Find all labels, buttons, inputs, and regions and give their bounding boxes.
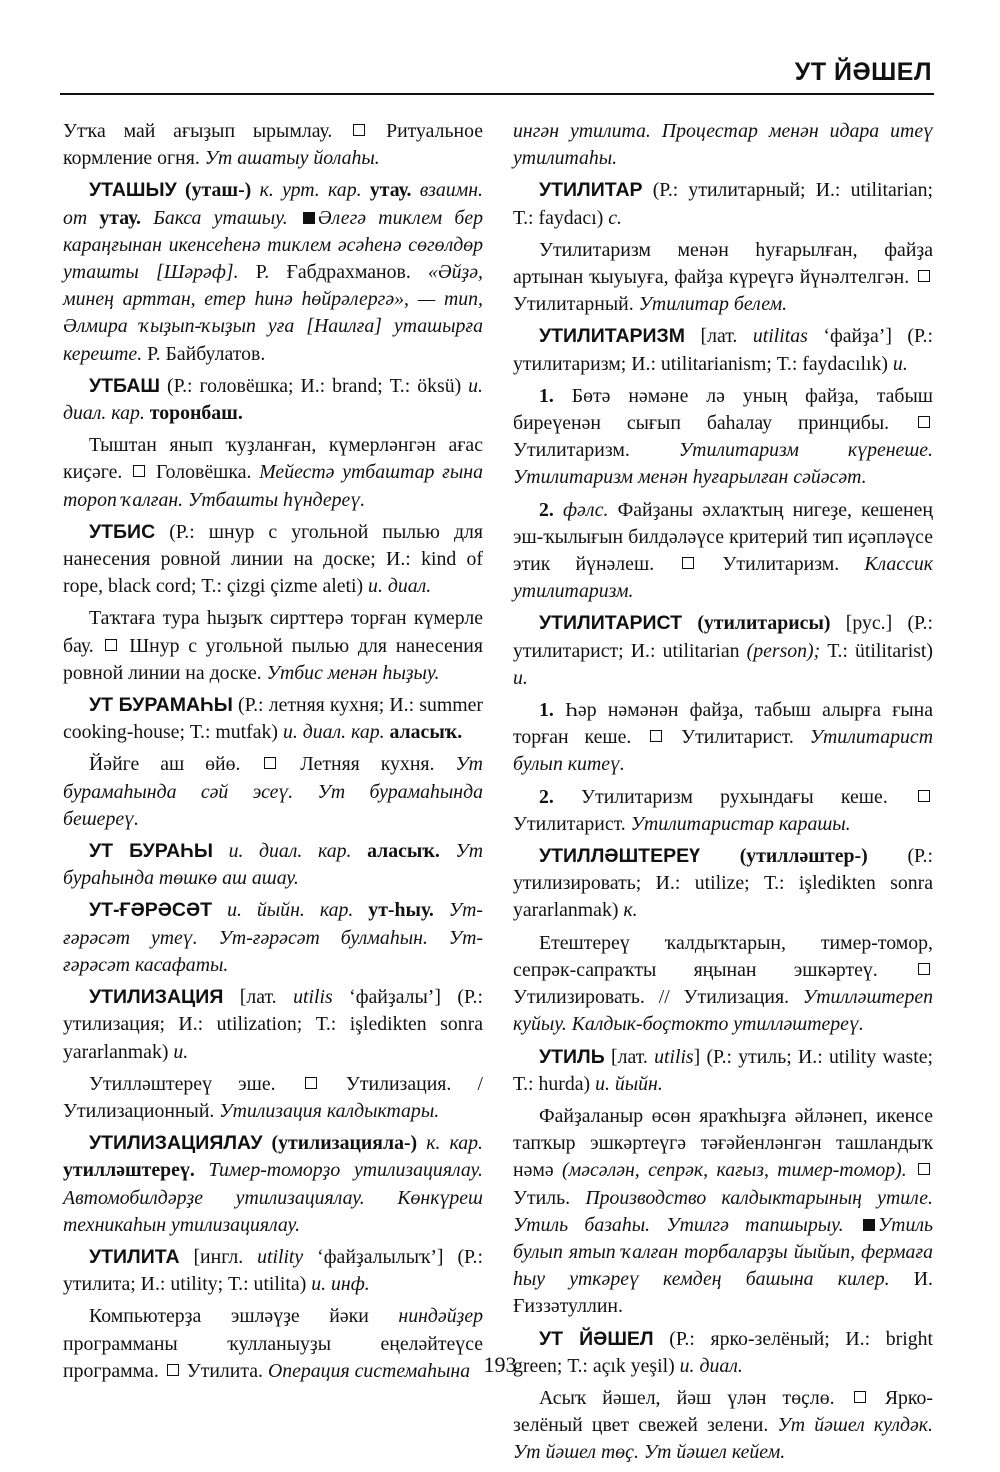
square-marker-icon (918, 790, 930, 802)
definition: Тыштан янып ҡуҙланған, күмерләнгән ағас киҫәге. Головёшка. Мейестә утбаштар ғына тороп ҡалған. Утбашты һүндереү. (63, 434, 483, 511)
square-marker-icon (918, 270, 930, 282)
headword: УТБАШ (89, 374, 160, 397)
entry-utilizatsiyalau: УТИЛИЗАЦИЯЛАУ (утилизацияла-) к. кар. утилләштереү. Тимер-томорҙо утилизациялау. Автомобилдәрҙе утилизациялау. Көнкүреш техникаһын утилизациялау. (63, 1132, 483, 1236)
headword: УТИЛИТАР (539, 179, 643, 202)
definition: Йәйге аш өйө. Летняя кухня. Ут бурамаһында сәй эсеү. Ут бурамаһында бешереү. (63, 753, 483, 830)
square-marker-icon (133, 465, 145, 477)
entry-ut-yashel: УТ ЙӘШЕЛ (Р.: ярко-зелёный; И.: bright green; Т.: açık yeşil) и. диал. (513, 1327, 934, 1377)
entry-utilita: УТИЛИТА [ингл. utility ‘файҙалылыҡ’] (Р.: утилита; И.: utility; Т.: utilita) и. инф. (63, 1245, 483, 1296)
square-marker-icon (854, 1391, 866, 1403)
square-marker-icon (305, 1077, 317, 1089)
entry-utillashtereu: УТИЛЛӘШТЕРЕҮ (утилләштер-) (Р.: утилизировать; И.: utilize; Т.: işledikten sonra yararlanmak) к. (513, 845, 933, 922)
headword: УТ БУРАМАҺЫ (89, 694, 233, 717)
black-square-icon (303, 212, 315, 224)
definition: Таҡтаға тура һыҙыҡ сирттерә торған күмерле бау. Шнур с угольной пылью для нанесения ровной линии на доске. Утбис менән һыҙыу. (63, 607, 483, 684)
entry-util: УТИЛЬ [лат. utilis] (Р.: утиль; И.: utility waste; Т.: hurda) и. йыйн. (513, 1045, 933, 1095)
headword: УТИЛЬ (539, 1045, 605, 1068)
definition: Файҙаланыр өсөн яраҡһыҙға әйләнеп, икенсе тапҡыр эшкәртеүгә тәғәйенләнгән ташландыҡ нәмә (мәсәлән, сепрәк, кағыз, тимер-томор). Утиль. Производство калдыктарының утиле. Утиль базаһы. Утилгә тапшырыу. Утиль булып ятып ҡалған торбаларҙы йыйып, фермаға һыу уткәреү кемдең башына килер. И. Ғиззәтуллин. (513, 1104, 933, 1318)
page-number: 193 (483, 1352, 517, 1377)
definition: Утилләштереү эше. Утилизация. / Утилизационный. Утилизация калдыктары. (63, 1072, 483, 1122)
entry-utbash: УТБАШ (Р.: головёшка; И.: brand; Т.: öksü) и. диал. кар. торонбаш. (63, 374, 483, 425)
left-column (63, 118, 483, 1390)
headword: УТ БУРАҺЫ (89, 840, 213, 863)
entry-continuation: ингән утилита. Процестар менән идара итеү утилитаһы. (513, 120, 933, 170)
right-column (513, 118, 933, 1472)
entry-utbis: УТБИС (Р.: шнур с угольной пылью для нанесения ровной линии на доске; И.: kind of rope, black cord; Т.: çizgi çizme aleti) и. диал. (63, 520, 483, 598)
entry-utashyu: УТАШЫУ (уташ-) к. урт. кар. утау. взаимн. от утау. Бакса уташыу. Әлегә тиклем бер караңғынан икенсеһенә тиклем әсәһенә сөгөлдөр уташты [Шәрәф]. Р. Ғабдрахманов. «Әйҙә, минең арттан, етер һинә һөйрәлергә», — тип, Әлмира ҡыҙып-ҡыҙып уға [Наилға] уташырға кереште. Р. Байбулатов. (63, 179, 484, 365)
entry-utilizatsiya: УТИЛИЗАЦИЯ [лат. utilis ‘файҙалы’] (Р.: утилизация; И.: utilization; Т.: işledikten sonra yararlanmak) и. (63, 986, 483, 1063)
sense-1: 1. Бөтә нәмәне лә уның файҙа, табыш биреүенән сығып баһалау принцибы. Утилитаризм. Утилитаризм күренеше. Утилитаризм менән һуғарылған сәйәсәт. (513, 384, 933, 489)
square-marker-icon (264, 757, 276, 769)
headword: УТИЛИЗАЦИЯ (89, 986, 224, 1009)
definition: Компьютерҙа эшләүҙе йәки ниндәйҙер программаны ҡулланыуҙы еңеләйтеүсе программа. Утилита. Операция системаһына (63, 1305, 483, 1382)
sense-2: 2. фәлс. Файҙаны әхлаҡтың нигеҙе, кешенең эш-ҡылығын билдәләүсе критерий тип иҫәпләүсе этик йүнәлеш. Утилитаризм. Классик утилитаризм. (513, 498, 933, 603)
headword: УТИЛИТАРИСТ (539, 612, 683, 635)
definition: Етештереү ҡалдыҡтарын, тимер-томор, сепрәк-сапраҡты яңынан эшкәртеү. Утилизировать. // Утилизация. Утилләштереп куйыу. Калдык-боҫтокто утилләштереү. (513, 931, 933, 1036)
square-marker-icon (353, 124, 365, 136)
square-marker-icon (682, 557, 694, 569)
entry-ut-burahy: УТ БУРАҺЫ и. диал. кар. аласыҡ. Ут бураһында төшкө аш ашау. (63, 840, 483, 890)
headword: УТАШЫУ (89, 179, 177, 202)
square-marker-icon (918, 416, 930, 428)
headword: УТИЛИТА (89, 1245, 180, 1268)
entry-utilitarist: УТИЛИТАРИСТ (утилитарисы) [рус.] (Р.: утилитарист; И.: utilitarian (person); Т.: ütilitarist) и. (513, 612, 934, 689)
headword: УТИЛЛӘШТЕРЕҮ (539, 845, 700, 868)
entry-utilitarizm: УТИЛИТАРИЗМ [лат. utilitas ‘файҙа’] (Р.: утилитаризм; И.: utilitarianism; Т.: faydacılık) и. (513, 325, 933, 375)
black-square-icon (863, 1219, 875, 1231)
entry-continuation: Утҡа май ағыҙып ырымлау. Ритуальное кормление огня. Ут ашатыу йолаһы. (63, 120, 484, 170)
square-marker-icon (650, 730, 662, 742)
square-marker-icon (918, 963, 930, 975)
headword: УТБИС (89, 520, 156, 543)
running-head: УТ ЙӘШЕЛ (794, 58, 932, 86)
definition: Утилитаризм менән һуғарылған, файҙа артынан ҡыуыуға, файҙа күреүгә йүнәлтелгән. Утилитарный. Утилитар белем. (513, 238, 933, 316)
headword: УТ-ҒӘРӘСӘТ (89, 899, 213, 922)
square-marker-icon (918, 1163, 930, 1175)
sense-1: 1. Һәр нәмәнән файҙа, табыш алырға ғына торған кеше. Утилитарист. Утилитарист булып китеү. (513, 699, 933, 776)
headword: УТИЛИТАРИЗМ (539, 325, 686, 348)
entry-ut-garasat: УТ-ҒӘРӘСӘТ и. йыйн. кар. ут-һыу. Ут-ғәрәсәт утеү. Ут-ғәрәсәт булмаһын. Ут-ғәрәсәт касафаты. (63, 899, 483, 976)
entry-utilitar: УТИЛИТАР (Р.: утилитарный; И.: utilitarian; Т.: faydacı) с. (513, 179, 933, 229)
headword: УТ ЙӘШЕЛ (539, 1327, 654, 1350)
sense-2: 2. Утилитаризм рухындағы кеше. Утилитарист. Утилитаристар карашы. (513, 784, 933, 838)
header-rule (60, 93, 934, 95)
headword: УТИЛИЗАЦИЯЛАУ (89, 1132, 263, 1155)
definition: Асыҡ йәшел, йәш үлән төҫлө. Ярко-зелёный цвет свежей зелени. Ут йәшел кулдәк. Ут йәшел төҫ. Ут йәшел кейем. (513, 1386, 934, 1464)
entry-ut-buramahy: УТ БУРАМАҺЫ (Р.: летняя кухня; И.: summer cooking-house; Т.: mutfak) и. диал. кар. аласыҡ. (63, 694, 483, 744)
square-marker-icon (105, 639, 117, 651)
